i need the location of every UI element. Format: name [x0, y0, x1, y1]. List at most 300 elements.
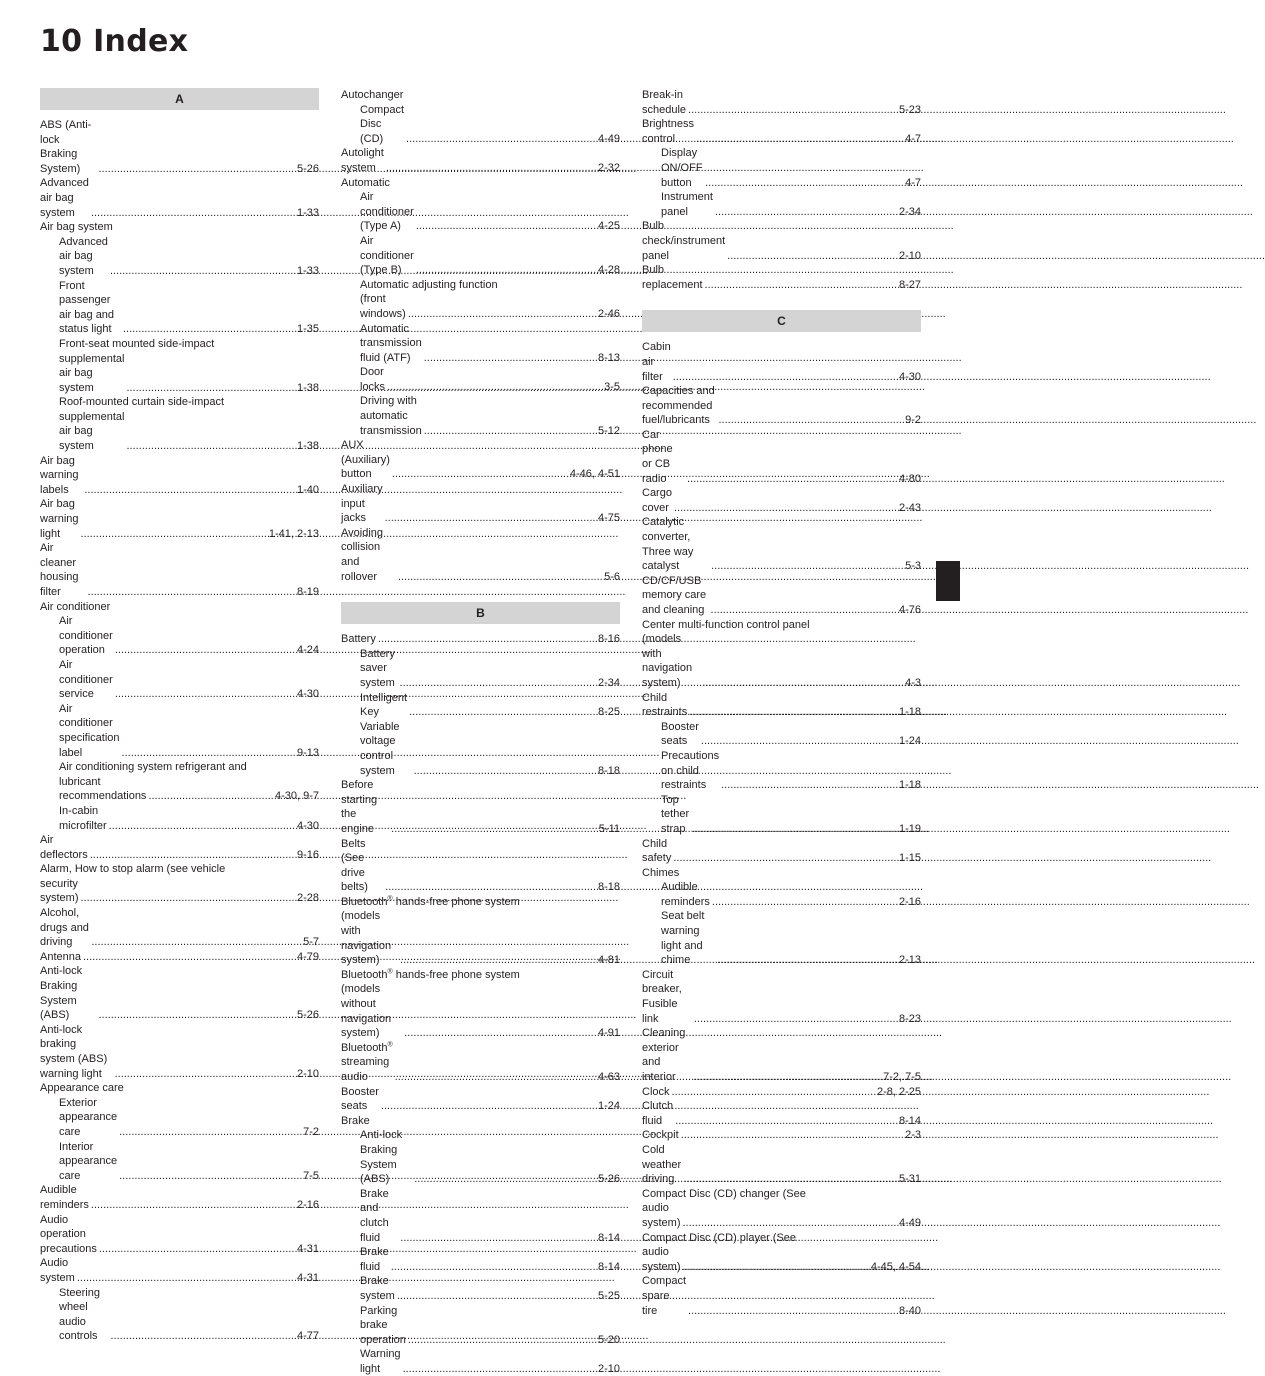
entry-term: Cockpit	[642, 1129, 679, 1142]
dot-leader	[689, 705, 897, 720]
entry-page-ref[interactable]: 1-40	[296, 483, 319, 496]
entry-page-ref[interactable]: 1-33	[296, 264, 319, 277]
index-entry[interactable]	[642, 574, 921, 618]
index-entry[interactable]	[341, 632, 620, 647]
entry-term: Steering wheel audio controls	[59, 1286, 100, 1343]
entry-term: Automatic adjusting function	[360, 278, 498, 291]
index-subentry[interactable]	[40, 658, 319, 702]
dot-leader	[391, 822, 597, 837]
entry-page-ref[interactable]: 8-23	[898, 1012, 921, 1025]
index-subentry[interactable]	[40, 804, 319, 833]
index-entry[interactable]	[642, 515, 921, 573]
index-entry[interactable]	[642, 691, 921, 720]
entry-page-ref[interactable]: 1-24	[898, 735, 921, 748]
entry-term: security system)	[40, 877, 79, 905]
entry-page-ref[interactable]: 5-23	[898, 103, 921, 116]
index-subentry[interactable]	[642, 720, 921, 749]
entry-term: Chimes	[642, 866, 680, 879]
index-entry[interactable]	[40, 1213, 319, 1257]
index-entry[interactable]	[642, 1085, 921, 1100]
index-entry[interactable]	[642, 866, 921, 881]
entry-page-ref[interactable]: 4-7	[905, 176, 921, 189]
entry-term: Air conditioner (Type B)	[360, 234, 414, 277]
entry-page-ref[interactable]: 9-16	[296, 848, 319, 861]
entry-page-ref[interactable]: 4-49	[898, 1216, 921, 1229]
entry-term: Cargo cover	[642, 487, 672, 514]
dot-leader	[681, 1128, 903, 1143]
index-subentry[interactable]	[40, 235, 319, 279]
index-subentry[interactable]	[40, 395, 319, 410]
entry-page-ref[interactable]: 2-8, 2-25	[876, 1085, 921, 1098]
index-subentry[interactable]	[341, 365, 620, 394]
index-entry[interactable]	[40, 220, 319, 235]
entry-term: Capacities and recommended fuel/lubricants	[642, 385, 715, 427]
index-entry[interactable]	[642, 837, 921, 866]
dot-leader	[416, 263, 596, 278]
entry-page-ref[interactable]: 1-24	[597, 1100, 620, 1113]
index-column-2	[341, 88, 620, 1376]
index-column-1	[40, 88, 319, 1344]
index-subentry[interactable]	[40, 1286, 319, 1344]
entry-page-ref[interactable]: 5-26	[597, 1173, 620, 1186]
entry-page-ref[interactable]: 2-13	[898, 954, 921, 967]
entry-term: Roof-mounted curtain side-impact	[59, 396, 225, 409]
entry-term: Variable voltage control system	[360, 720, 400, 777]
index-entry[interactable]	[40, 877, 319, 906]
entry-page-ref[interactable]: 4-75	[597, 512, 620, 525]
entry-page-ref[interactable]: 4-79	[296, 950, 319, 963]
dot-leader	[378, 632, 596, 647]
entry-page-ref[interactable]: 4-7	[905, 132, 921, 145]
dot-leader	[705, 176, 903, 191]
entry-page-ref[interactable]: 1-19	[898, 822, 921, 835]
entry-term: Audible reminders	[661, 881, 710, 908]
entry-page-ref[interactable]: 5-6	[604, 570, 620, 583]
entry-page-ref[interactable]: 5-3	[905, 560, 921, 573]
index-entry[interactable]	[642, 618, 921, 633]
entry-term: Center multi-function control panel	[642, 618, 810, 631]
dot-leader	[385, 880, 596, 895]
entry-page-ref[interactable]: 5-12	[597, 424, 620, 437]
index-entry[interactable]	[40, 454, 319, 498]
entry-page-ref[interactable]: 7-5	[303, 1169, 319, 1182]
dot-leader	[77, 1271, 295, 1286]
dot-leader	[727, 249, 897, 264]
index-subentry[interactable]	[40, 614, 319, 658]
dot-leader	[403, 1362, 596, 1376]
entry-page-ref[interactable]: 2-28	[296, 892, 319, 905]
entry-page-ref[interactable]: 8-14	[597, 1231, 620, 1244]
entry-term: audio system)	[642, 1202, 681, 1229]
index-entry-list	[642, 88, 921, 292]
index-entry[interactable]	[642, 1187, 921, 1202]
entry-term: Interior appearance care	[59, 1140, 118, 1182]
entry-term: Circuit breaker, Fusible link	[642, 968, 682, 1025]
entry-page-ref[interactable]: 7-2	[303, 1125, 319, 1138]
index-entry[interactable]	[40, 950, 319, 965]
entry-term: Bluetooth® hands-free phone system	[341, 895, 520, 908]
entry-term: Clutch fluid	[642, 1100, 674, 1127]
dot-leader	[122, 746, 295, 761]
entry-page-ref[interactable]: 5-25	[597, 1289, 620, 1302]
dot-leader	[416, 219, 596, 234]
entry-page-ref[interactable]: 4-30	[296, 819, 319, 832]
entry-page-ref[interactable]: 4-63	[597, 1071, 620, 1083]
entry-page-ref[interactable]: 4-49	[597, 132, 620, 145]
index-entry[interactable]	[341, 895, 620, 910]
index-entry[interactable]	[642, 263, 921, 292]
index-entry[interactable]	[40, 906, 319, 950]
entry-page-ref[interactable]: 4-30	[898, 370, 921, 383]
entry-page-ref[interactable]: 8-19	[296, 586, 319, 598]
index-entry[interactable]	[40, 1023, 319, 1081]
index-entry[interactable]	[40, 497, 319, 541]
entry-term: Brake system	[360, 1275, 395, 1302]
index-subentry[interactable]	[40, 410, 319, 454]
dot-leader	[684, 1172, 897, 1187]
entry-page-ref[interactable]: 4-80	[898, 472, 921, 485]
entry-term: Child safety	[642, 837, 672, 865]
entry-term: Parking brake operation	[360, 1304, 406, 1346]
entry-term: Advanced air bag system	[59, 235, 108, 277]
entry-term: Precautions on child restraints	[661, 749, 720, 792]
entry-term: Air cleaner housing filter	[40, 542, 79, 598]
index-entry[interactable]	[341, 438, 620, 482]
index-subentry[interactable]	[341, 278, 620, 293]
entry-term: Audio operation precautions	[40, 1213, 97, 1255]
entry-page-ref[interactable]: 4-45, 4-54	[870, 1260, 921, 1273]
dot-leader	[424, 351, 596, 366]
index-subentry[interactable]	[40, 1096, 319, 1140]
entry-term: Booster seats	[661, 720, 699, 748]
dot-leader	[81, 891, 295, 906]
entry-page-ref[interactable]: 4-76	[898, 604, 921, 616]
entry-page-ref[interactable]: 3-5	[604, 380, 620, 393]
entry-term: Audible reminders	[40, 1184, 89, 1211]
entry-page-ref[interactable]: 8-27	[898, 278, 921, 291]
index-subentry[interactable]	[341, 720, 620, 778]
entry-page-ref[interactable]: 8-14	[898, 1114, 921, 1127]
dot-leader	[693, 1070, 881, 1085]
index-subentry[interactable]	[40, 775, 319, 804]
entry-page-ref[interactable]: 8-18	[597, 764, 620, 777]
entry-page-ref[interactable]: 5-26	[296, 1009, 319, 1022]
entry-page-ref[interactable]: 4-91	[597, 1027, 620, 1040]
entry-page-ref[interactable]: 5-20	[597, 1333, 620, 1346]
entry-term: Air bag warning labels	[40, 454, 79, 496]
registered-mark: ®	[387, 968, 393, 976]
index-entry[interactable]	[40, 1183, 319, 1212]
index-subentry[interactable]	[40, 337, 319, 352]
entry-page-ref[interactable]: 4-25	[597, 220, 620, 233]
index-entry[interactable]	[642, 219, 921, 263]
dot-leader	[395, 1070, 596, 1085]
dot-leader	[672, 1085, 875, 1100]
index-entry[interactable]	[341, 176, 620, 191]
index-entry-list	[341, 88, 620, 584]
index-entry[interactable]	[642, 384, 921, 428]
entry-page-ref[interactable]: 1-35	[296, 323, 319, 336]
index-subentry[interactable]	[341, 1245, 620, 1274]
dot-leader	[683, 1216, 897, 1231]
index-subentry[interactable]	[40, 760, 319, 775]
entry-page-ref[interactable]: 8-13	[597, 351, 620, 364]
dot-leader	[119, 1125, 301, 1140]
index-subentry[interactable]	[40, 702, 319, 760]
entry-page-ref[interactable]: 4-77	[296, 1330, 319, 1343]
entry-page-ref[interactable]: 7-2, 7-5	[883, 1071, 921, 1083]
entry-page-ref[interactable]: 1-18	[898, 779, 921, 792]
index-subentry[interactable]	[642, 880, 921, 909]
entry-page-ref[interactable]: 4-24	[296, 644, 319, 657]
entry-term: Front-seat mounted side-impact	[59, 337, 215, 350]
dot-leader	[688, 103, 897, 118]
dot-leader	[398, 570, 602, 585]
entry-page-ref[interactable]: 4-81	[597, 954, 620, 967]
index-entry[interactable]	[642, 117, 921, 146]
index-entry-list	[341, 632, 620, 1376]
entry-term: Car phone or CB radio	[642, 428, 673, 485]
entry-page-ref[interactable]: 8-18	[597, 881, 620, 894]
section-letter-header: B	[341, 602, 620, 624]
index-entry[interactable]	[642, 486, 921, 515]
index-subentry[interactable]	[341, 691, 620, 720]
index-entry[interactable]	[40, 176, 319, 220]
entry-page-ref[interactable]: 2-46	[597, 307, 620, 320]
entry-term: Cabin air filter	[642, 341, 671, 383]
entry-page-ref[interactable]: 1-33	[296, 206, 319, 219]
index-entry[interactable]	[341, 968, 620, 983]
dot-leader	[674, 501, 897, 516]
dot-leader	[400, 953, 596, 968]
entry-term: Child restraints	[642, 691, 688, 719]
index-subentry[interactable]	[341, 1347, 620, 1376]
dot-leader	[692, 822, 897, 837]
entry-page-ref[interactable]: 2-43	[898, 501, 921, 514]
entry-page-ref[interactable]: 5-11	[598, 822, 620, 835]
entry-page-ref[interactable]: 2-34	[898, 205, 921, 218]
index-entry[interactable]	[642, 1274, 921, 1318]
index-entry[interactable]	[341, 1114, 620, 1129]
entry-page-ref[interactable]: 9-13	[296, 746, 319, 759]
dot-leader	[705, 278, 897, 293]
entry-page-ref[interactable]: 1-41, 2-13	[268, 527, 319, 540]
entry-term: Brake	[341, 1114, 370, 1127]
entry-page-ref[interactable]: 8-14	[597, 1260, 620, 1273]
entry-page-ref[interactable]: 4-30	[296, 688, 319, 701]
index-entry[interactable]	[341, 982, 620, 1040]
index-entry[interactable]	[642, 1245, 921, 1274]
dot-leader	[408, 307, 596, 322]
index-entry[interactable]	[40, 541, 319, 599]
entry-term: (front windows)	[360, 293, 406, 320]
index-subentry[interactable]	[642, 793, 921, 837]
index-entry[interactable]	[40, 964, 319, 1022]
entry-page-ref[interactable]: 2-10	[597, 1362, 620, 1375]
dot-leader	[721, 778, 897, 793]
index-entry[interactable]	[341, 837, 620, 895]
entry-term: Automatic transmission fluid (ATF)	[360, 322, 422, 364]
index-entry[interactable]	[40, 833, 319, 862]
index-subentry[interactable]	[341, 647, 620, 691]
index-entry[interactable]	[642, 428, 921, 486]
dot-leader	[414, 764, 596, 779]
index-subentry[interactable]	[341, 394, 620, 438]
entry-term: Air bag system	[40, 221, 113, 234]
index-entry[interactable]	[40, 1081, 319, 1096]
dot-leader	[91, 206, 295, 221]
entry-page-ref[interactable]: 5-31	[898, 1173, 921, 1186]
entry-page-ref[interactable]: 1-15	[898, 852, 921, 865]
entry-page-ref[interactable]: 1-38	[296, 440, 319, 453]
index-entry[interactable]	[341, 526, 620, 584]
index-column-3	[642, 88, 921, 1318]
entry-page-ref[interactable]: 9-2	[905, 414, 921, 427]
index-subentry[interactable]	[341, 1187, 620, 1245]
index-entry[interactable]	[341, 1041, 620, 1085]
index-subentry[interactable]	[40, 1140, 319, 1184]
entry-term: Autochanger	[341, 89, 404, 101]
index-entry[interactable]	[341, 88, 620, 103]
entry-page-ref[interactable]: 2-16	[898, 895, 921, 908]
entry-term: Cold weather driving	[642, 1143, 682, 1186]
index-entry[interactable]	[341, 482, 620, 526]
index-entry[interactable]	[341, 909, 620, 967]
dot-leader	[386, 161, 596, 176]
index-entry[interactable]	[642, 1026, 921, 1084]
index-subentry[interactable]	[341, 234, 620, 278]
entry-page-ref[interactable]: 2-16	[296, 1198, 319, 1211]
dot-leader	[673, 851, 897, 866]
index-entry-list	[40, 118, 319, 1344]
index-subentry[interactable]	[341, 1304, 620, 1348]
dot-leader	[115, 643, 295, 658]
index-subentry[interactable]	[642, 146, 921, 190]
index-subentry[interactable]	[642, 749, 921, 793]
index-subentry[interactable]	[341, 103, 620, 147]
index-entry[interactable]	[642, 968, 921, 1026]
entry-page-ref[interactable]: 2-34	[597, 676, 620, 689]
entry-page-ref[interactable]: 8-40	[898, 1304, 921, 1317]
dot-leader	[711, 559, 903, 574]
entry-term: ABS (Anti-lock Braking System)	[40, 119, 92, 175]
dot-leader	[404, 1026, 596, 1041]
entry-term: Automatic	[341, 176, 390, 189]
dot-leader	[148, 789, 273, 804]
index-subentry[interactable]	[40, 279, 319, 337]
entry-term: Anti-lock braking system (ABS) warning light	[40, 1023, 108, 1080]
entry-term: Alcohol, drugs and driving	[40, 907, 89, 949]
index-entry[interactable]	[341, 778, 620, 836]
dot-leader	[701, 734, 897, 749]
entry-page-ref[interactable]: 8-25	[597, 706, 620, 719]
dot-leader	[675, 1114, 897, 1129]
index-entry[interactable]	[642, 632, 921, 690]
entry-term: CD/CF/USB memory care and cleaning	[642, 574, 707, 616]
entry-page-ref[interactable]: 5-26	[296, 162, 319, 175]
entry-term: Brightness control	[642, 118, 694, 145]
entry-page-ref[interactable]: 4-46, 4-51	[569, 468, 620, 481]
index-entry[interactable]	[642, 1143, 921, 1187]
entry-term: Air conditioner service	[59, 658, 113, 701]
index-entry[interactable]	[40, 1256, 319, 1285]
index-subentry[interactable]	[341, 322, 620, 366]
entry-term: Exterior appearance care	[59, 1096, 118, 1138]
entry-term: Instrument panel	[661, 191, 713, 218]
entry-page-ref[interactable]: 2-32	[597, 161, 620, 174]
index-subentry[interactable]	[341, 292, 620, 321]
entry-page-ref[interactable]: 4-3	[905, 676, 921, 689]
index-entry[interactable]	[642, 1099, 921, 1128]
entry-term: Door locks	[360, 366, 386, 393]
entry-term: Break-in schedule	[642, 89, 687, 116]
entry-page-ref[interactable]: 4-30, 9-7	[274, 790, 319, 803]
dot-leader	[81, 527, 267, 542]
index-subentry[interactable]	[341, 1274, 620, 1303]
entry-term: Display ON/OFF button	[661, 147, 703, 189]
entry-page-ref[interactable]: 2-10	[296, 1067, 319, 1080]
index-subentry[interactable]	[642, 190, 921, 219]
entry-term: lubricant recommendations	[59, 775, 147, 803]
entry-term: Belts (See drive belts)	[341, 837, 368, 894]
entry-term: Top tether strap	[661, 793, 690, 835]
dot-leader	[126, 381, 295, 396]
entry-term: (models with navigation system)	[642, 633, 693, 689]
index-entry[interactable]	[40, 118, 319, 176]
entry-term: Battery	[341, 633, 376, 646]
entry-term: Advanced air bag system	[40, 177, 89, 219]
index-entry[interactable]	[40, 862, 319, 877]
index-entry[interactable]	[341, 146, 620, 175]
index-entry[interactable]	[642, 1201, 921, 1230]
entry-page-ref[interactable]: 4-31	[296, 1271, 319, 1284]
entry-term: (models without navigation system)	[341, 983, 392, 1040]
dot-leader	[683, 1260, 869, 1275]
entry-page-ref[interactable]: 8-16	[597, 633, 620, 646]
entry-page-ref[interactable]: 4-31	[296, 1242, 319, 1255]
index-subentry[interactable]	[341, 1128, 620, 1186]
entry-term: Air conditioner specification label	[59, 702, 120, 759]
entry-page-ref[interactable]: 2-10	[898, 249, 921, 262]
index-entry[interactable]	[642, 1128, 921, 1143]
index-entry[interactable]	[642, 1231, 921, 1246]
index-entry[interactable]	[341, 1085, 620, 1114]
entry-term: AUX (Auxiliary) button	[341, 439, 390, 481]
dot-leader	[99, 1242, 295, 1257]
index-subentry[interactable]	[642, 909, 921, 967]
dot-leader	[91, 1198, 295, 1213]
entry-term: Before starting the engine	[341, 779, 378, 835]
entry-page-ref[interactable]: 1-18	[898, 706, 921, 719]
index-entry[interactable]	[642, 340, 921, 384]
entry-page-ref[interactable]: 2-3	[905, 1129, 921, 1142]
dot-leader	[98, 162, 294, 177]
dot-leader	[712, 895, 897, 910]
entry-term: Brake and clutch fluid	[360, 1187, 389, 1244]
dot-leader	[381, 1099, 596, 1114]
index-subentry[interactable]	[40, 352, 319, 396]
entry-term: Bluetooth® hands-free phone system	[341, 968, 520, 981]
entry-page-ref[interactable]: 4-28	[597, 264, 620, 277]
entry-term: Bulb replacement	[642, 264, 703, 291]
entry-page-ref[interactable]: 1-38	[296, 381, 319, 394]
index-entry[interactable]	[642, 88, 921, 117]
dot-leader	[91, 935, 301, 950]
entry-term: (models with navigation system)	[341, 910, 392, 967]
index-subentry[interactable]	[341, 190, 620, 234]
index-entry[interactable]	[40, 600, 319, 615]
entry-page-ref[interactable]: 5-7	[303, 936, 319, 949]
